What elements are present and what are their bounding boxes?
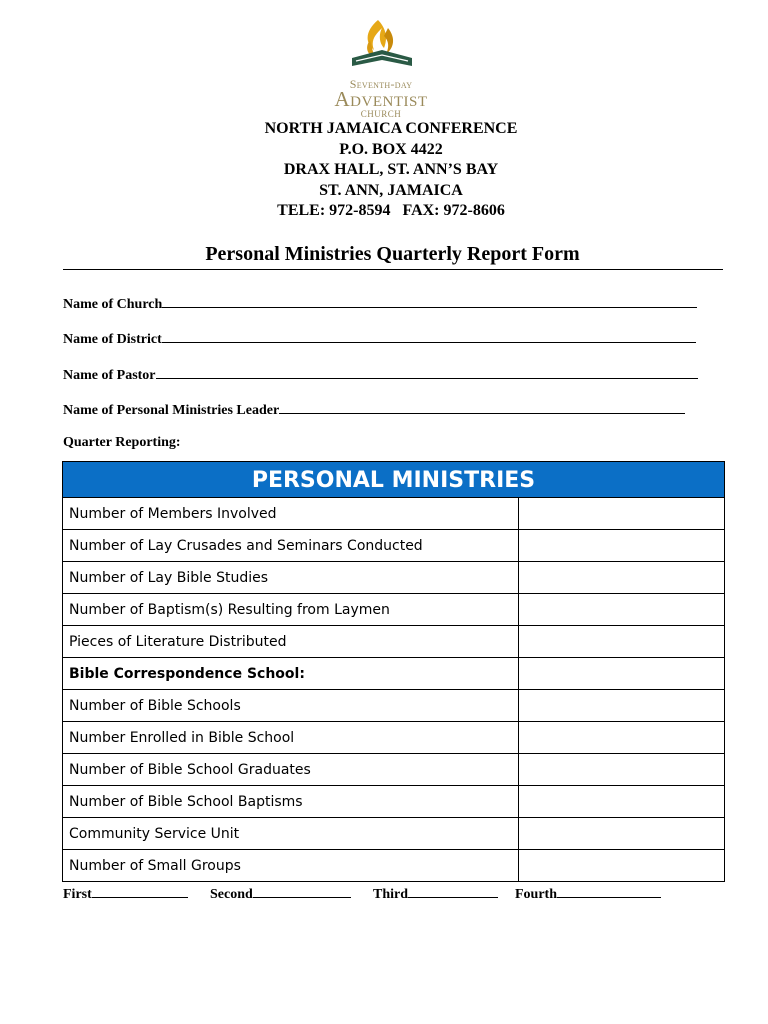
row-label: Number Enrolled in Bible School xyxy=(63,722,519,753)
district-name-input-line[interactable] xyxy=(162,328,696,343)
quarter-first-label: First xyxy=(63,887,92,902)
quarter-second-input-line[interactable] xyxy=(253,883,351,898)
leader-name-field xyxy=(63,399,685,419)
district-name-label: Name of District xyxy=(63,332,162,347)
logo-text-seventh-day: Seventh-day xyxy=(349,77,413,91)
table-row xyxy=(63,818,724,850)
row-label: Pieces of Literature Distributed xyxy=(63,626,519,657)
quarter-first xyxy=(63,883,188,903)
quarter-first-input-line[interactable] xyxy=(92,883,188,898)
row-value-input[interactable] xyxy=(519,498,724,529)
pastor-name-input-line[interactable] xyxy=(156,364,698,379)
table-row xyxy=(63,690,724,722)
row-label: Community Service Unit xyxy=(63,818,519,849)
row-label: Number of Bible School Baptisms xyxy=(63,786,519,817)
row-value-input[interactable] xyxy=(519,850,724,881)
row-label: Number of Bible Schools xyxy=(63,690,519,721)
flame-book-icon xyxy=(326,14,436,78)
district-name-field xyxy=(63,328,696,348)
section-label: Bible Correspondence School: xyxy=(63,658,519,689)
row-value-input[interactable] xyxy=(519,562,724,593)
quarter-third-input-line[interactable] xyxy=(408,883,498,898)
row-value-input[interactable] xyxy=(519,786,724,817)
organization-header xyxy=(0,119,768,222)
quarter-second-label: Second xyxy=(210,887,253,902)
church-name-field xyxy=(63,293,697,313)
po-box: P.O. BOX 4422 xyxy=(339,140,443,158)
row-label: Number of Bible School Graduates xyxy=(63,754,519,785)
address-line-2: ST. ANN, JAMAICA xyxy=(319,181,463,199)
quarter-reporting-label: Quarter Reporting: xyxy=(63,435,181,450)
row-label: Number of Lay Crusades and Seminars Conducted xyxy=(63,530,519,561)
org-name: NORTH JAMAICA CONFERENCE xyxy=(264,120,518,137)
church-name-label: Name of Church xyxy=(63,297,163,312)
table-row xyxy=(63,850,724,881)
address-line-1: DRAX HALL, ST. ANN’S BAY xyxy=(283,161,499,179)
row-value-input[interactable] xyxy=(519,690,724,721)
table-row xyxy=(63,498,724,530)
row-value-input[interactable] xyxy=(519,626,724,657)
form-title: Personal Ministries Quarterly Report Form xyxy=(205,243,580,265)
leader-name-input-line[interactable] xyxy=(279,399,685,414)
title-divider xyxy=(63,269,723,270)
table-row xyxy=(63,722,724,754)
row-label: Number of Members Involved xyxy=(63,498,519,529)
church-logo xyxy=(326,14,436,120)
table-heading: PERSONAL MINISTRIES xyxy=(63,462,724,498)
table-row xyxy=(63,562,724,594)
logo-text-adventist: Adventist xyxy=(334,87,428,111)
table-row xyxy=(63,658,724,690)
row-label: Number of Lay Bible Studies xyxy=(63,562,519,593)
quarter-third xyxy=(373,883,498,903)
quarter-second xyxy=(210,883,351,903)
row-label: Number of Baptism(s) Resulting from Laymen xyxy=(63,594,519,625)
church-name-input-line[interactable] xyxy=(162,293,697,308)
table-body xyxy=(63,498,724,881)
personal-ministries-table xyxy=(62,461,725,882)
row-value-input[interactable] xyxy=(519,818,724,849)
pastor-name-label: Name of Pastor xyxy=(63,368,156,383)
table-row xyxy=(63,626,724,658)
row-value-input[interactable] xyxy=(519,658,724,689)
row-value-input[interactable] xyxy=(519,754,724,785)
table-row xyxy=(63,754,724,786)
pastor-name-field xyxy=(63,364,698,384)
quarter-fourth xyxy=(515,883,661,903)
row-value-input[interactable] xyxy=(519,722,724,753)
leader-name-label: Name of Personal Ministries Leader xyxy=(63,403,280,418)
row-label: Number of Small Groups xyxy=(63,850,519,881)
row-value-input[interactable] xyxy=(519,530,724,561)
table-row xyxy=(63,786,724,818)
quarter-fourth-label: Fourth xyxy=(515,887,557,902)
logo-text-church: CHURCH xyxy=(360,109,402,119)
table-row xyxy=(63,594,724,626)
quarter-fourth-input-line[interactable] xyxy=(557,883,661,898)
row-value-input[interactable] xyxy=(519,594,724,625)
phone-fax: TELE: 972-8594 FAX: 972-8606 xyxy=(277,202,505,220)
table-row xyxy=(63,530,724,562)
quarter-third-label: Third xyxy=(373,887,409,902)
